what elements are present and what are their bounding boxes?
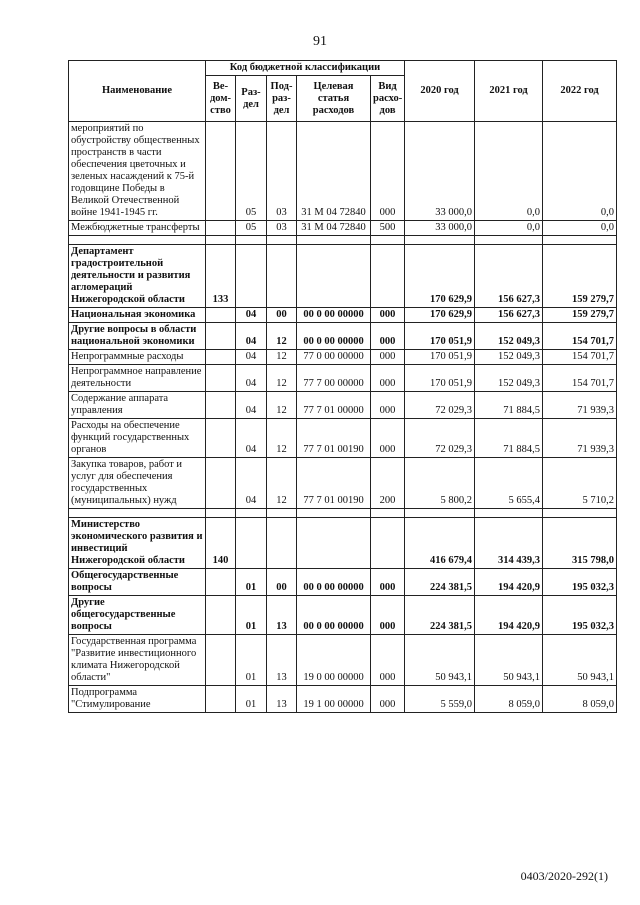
row-ved-cell: 140 [206, 518, 236, 569]
table-row [69, 596, 617, 635]
row-ved-cell [206, 419, 236, 458]
row-2020-cell: 5 800,2 [405, 458, 475, 509]
row-razdel-cell [236, 509, 267, 518]
row-ved-cell [206, 308, 236, 323]
row-podrazdel-cell [267, 518, 297, 569]
row-podrazdel-cell: 00 [267, 569, 297, 596]
header-csr: Целевая статья расходов [297, 76, 371, 122]
header-vr: Вид расхо-дов [371, 76, 405, 122]
table-row [69, 122, 617, 221]
row-2022-cell: 159 279,7 [543, 308, 617, 323]
row-2021-cell: 194 420,9 [475, 596, 543, 635]
row-2020-cell: 50 943,1 [405, 635, 475, 686]
row-2021-cell: 152 049,3 [475, 365, 543, 392]
row-2021-cell [475, 236, 543, 245]
row-2020-cell: 170 629,9 [405, 245, 475, 308]
row-2021-cell: 50 943,1 [475, 635, 543, 686]
table-row [69, 245, 617, 308]
row-csr-cell [297, 509, 371, 518]
row-vr-cell [371, 236, 405, 245]
row-ved-cell [206, 509, 236, 518]
row-vr-cell: 000 [371, 122, 405, 221]
row-2021-cell: 71 884,5 [475, 392, 543, 419]
row-vr-cell: 000 [371, 392, 405, 419]
row-name-cell: Общегосударственные вопросы [69, 569, 206, 596]
row-csr-cell: 19 1 00 00000 [297, 686, 371, 713]
spacer-row [69, 509, 617, 518]
row-2020-cell [405, 509, 475, 518]
header-ved: Ве-дом-ство [206, 76, 236, 122]
row-razdel-cell: 04 [236, 419, 267, 458]
budget-table [68, 60, 617, 713]
row-2020-cell: 170 051,9 [405, 365, 475, 392]
row-2022-cell [543, 509, 617, 518]
row-razdel-cell: 05 [236, 122, 267, 221]
row-name-cell: Межбюджетные трансферты [69, 221, 206, 236]
row-ved-cell [206, 686, 236, 713]
row-razdel-cell: 04 [236, 365, 267, 392]
row-2020-cell: 170 051,9 [405, 350, 475, 365]
row-razdel-cell: 01 [236, 635, 267, 686]
row-podrazdel-cell: 03 [267, 122, 297, 221]
row-ved-cell [206, 596, 236, 635]
row-name-cell: Подпрограмма "Стимулирование [69, 686, 206, 713]
row-razdel-cell: 01 [236, 686, 267, 713]
row-csr-cell: 31 М 04 72840 [297, 221, 371, 236]
row-2022-cell: 50 943,1 [543, 635, 617, 686]
row-ved-cell [206, 365, 236, 392]
row-2020-cell: 170 629,9 [405, 308, 475, 323]
row-razdel-cell [236, 236, 267, 245]
row-2022-cell: 195 032,3 [543, 569, 617, 596]
row-podrazdel-cell: 13 [267, 686, 297, 713]
row-name-cell: Государственная программа "Развитие инвестиционного климата Нижегородской области" [69, 635, 206, 686]
row-csr-cell [297, 518, 371, 569]
header-name: Наименование [69, 61, 206, 122]
row-2020-cell: 5 559,0 [405, 686, 475, 713]
row-name-cell: Министерство экономического развития и инвестиций Нижегородской области [69, 518, 206, 569]
row-2020-cell: 33 000,0 [405, 122, 475, 221]
row-vr-cell: 000 [371, 308, 405, 323]
row-vr-cell: 200 [371, 458, 405, 509]
row-2022-cell: 71 939,3 [543, 419, 617, 458]
row-razdel-cell [236, 245, 267, 308]
row-razdel-cell: 05 [236, 221, 267, 236]
page-number: 91 [313, 34, 327, 49]
spacer-row [69, 236, 617, 245]
row-csr-cell: 00 0 00 00000 [297, 323, 371, 350]
row-name-cell: Закупка товаров, работ и услуг для обеспечения государственных (муниципальных) нужд [69, 458, 206, 509]
row-2020-cell: 170 051,9 [405, 323, 475, 350]
row-razdel-cell: 04 [236, 458, 267, 509]
row-2021-cell: 156 627,3 [475, 245, 543, 308]
row-razdel-cell: 01 [236, 569, 267, 596]
row-2021-cell: 0,0 [475, 122, 543, 221]
row-name-cell: мероприятий по обустройству общественных пространств в части обеспечения цветочных и зеленых насаждений к 75-й годовщине Победы в Великой Отечественной войне 1941-1945 гг. [69, 122, 206, 221]
row-ved-cell [206, 236, 236, 245]
row-podrazdel-cell [267, 509, 297, 518]
row-podrazdel-cell: 03 [267, 221, 297, 236]
row-2022-cell: 195 032,3 [543, 596, 617, 635]
row-2022-cell: 8 059,0 [543, 686, 617, 713]
row-ved-cell [206, 323, 236, 350]
row-csr-cell: 77 7 00 00000 [297, 365, 371, 392]
row-vr-cell [371, 518, 405, 569]
row-2022-cell: 5 710,2 [543, 458, 617, 509]
row-podrazdel-cell: 12 [267, 350, 297, 365]
table-row [69, 365, 617, 392]
row-2022-cell: 159 279,7 [543, 245, 617, 308]
row-podrazdel-cell: 13 [267, 596, 297, 635]
table-body [69, 122, 617, 713]
table-row [69, 569, 617, 596]
row-2022-cell: 154 701,7 [543, 350, 617, 365]
row-2021-cell: 71 884,5 [475, 419, 543, 458]
row-razdel-cell: 01 [236, 596, 267, 635]
row-podrazdel-cell [267, 236, 297, 245]
row-csr-cell: 00 0 00 00000 [297, 569, 371, 596]
row-2021-cell: 0,0 [475, 221, 543, 236]
row-podrazdel-cell: 12 [267, 365, 297, 392]
row-2020-cell: 224 381,5 [405, 596, 475, 635]
row-csr-cell: 77 0 00 00000 [297, 350, 371, 365]
row-ved-cell [206, 122, 236, 221]
row-2022-cell: 71 939,3 [543, 392, 617, 419]
table-row [69, 308, 617, 323]
row-vr-cell: 000 [371, 350, 405, 365]
row-razdel-cell: 04 [236, 323, 267, 350]
row-name-cell [69, 509, 206, 518]
table-row [69, 350, 617, 365]
row-razdel-cell: 04 [236, 350, 267, 365]
row-2021-cell: 156 627,3 [475, 308, 543, 323]
row-podrazdel-cell: 13 [267, 635, 297, 686]
row-vr-cell: 500 [371, 221, 405, 236]
row-podrazdel-cell: 12 [267, 323, 297, 350]
row-2020-cell [405, 236, 475, 245]
row-2021-cell [475, 509, 543, 518]
row-podrazdel-cell: 12 [267, 392, 297, 419]
row-vr-cell: 000 [371, 365, 405, 392]
row-2021-cell: 8 059,0 [475, 686, 543, 713]
row-2022-cell: 0,0 [543, 122, 617, 221]
row-vr-cell: 000 [371, 323, 405, 350]
row-name-cell: Непрограммные расходы [69, 350, 206, 365]
row-ved-cell [206, 392, 236, 419]
row-2021-cell: 5 655,4 [475, 458, 543, 509]
header-2020: 2020 год [405, 61, 475, 122]
table-row [69, 323, 617, 350]
row-podrazdel-cell: 00 [267, 308, 297, 323]
header-2022: 2022 год [543, 61, 617, 122]
row-vr-cell [371, 245, 405, 308]
table-row [69, 635, 617, 686]
row-ved-cell [206, 221, 236, 236]
row-2020-cell: 72 029,3 [405, 392, 475, 419]
header-code-group: Код бюджетной классификации [206, 61, 405, 76]
row-vr-cell: 000 [371, 419, 405, 458]
row-ved-cell [206, 458, 236, 509]
row-name-cell: Департамент градостроительной деятельности и развития агломераций Нижегородской области [69, 245, 206, 308]
table-row [69, 392, 617, 419]
row-ved-cell: 133 [206, 245, 236, 308]
row-2021-cell: 314 439,3 [475, 518, 543, 569]
row-vr-cell: 000 [371, 635, 405, 686]
row-vr-cell [371, 509, 405, 518]
row-2022-cell [543, 236, 617, 245]
header-razdel: Раз-дел [236, 76, 267, 122]
row-2022-cell: 315 798,0 [543, 518, 617, 569]
row-csr-cell: 77 7 01 00190 [297, 458, 371, 509]
row-2020-cell: 33 000,0 [405, 221, 475, 236]
row-csr-cell: 77 7 01 00190 [297, 419, 371, 458]
row-ved-cell [206, 350, 236, 365]
header-2021: 2021 год [475, 61, 543, 122]
table-row [69, 458, 617, 509]
row-2021-cell: 194 420,9 [475, 569, 543, 596]
table-row [69, 221, 617, 236]
row-name-cell: Национальная экономика [69, 308, 206, 323]
row-2020-cell: 72 029,3 [405, 419, 475, 458]
header-podrazdel: Под-раз-дел [267, 76, 297, 122]
row-name-cell: Расходы на обеспечение функций государственных органов [69, 419, 206, 458]
row-2022-cell: 154 701,7 [543, 323, 617, 350]
row-name-cell: Другие общегосударственные вопросы [69, 596, 206, 635]
row-ved-cell [206, 635, 236, 686]
row-vr-cell: 000 [371, 596, 405, 635]
row-2020-cell: 224 381,5 [405, 569, 475, 596]
table-row [69, 518, 617, 569]
row-2022-cell: 0,0 [543, 221, 617, 236]
row-name-cell: Содержание аппарата управления [69, 392, 206, 419]
row-name-cell [69, 236, 206, 245]
row-csr-cell: 77 7 01 00000 [297, 392, 371, 419]
row-razdel-cell: 04 [236, 308, 267, 323]
row-csr-cell: 31 М 04 72840 [297, 122, 371, 221]
row-podrazdel-cell: 12 [267, 458, 297, 509]
table-row [69, 686, 617, 713]
row-csr-cell [297, 245, 371, 308]
row-csr-cell: 00 0 00 00000 [297, 308, 371, 323]
document-code: 0403/2020-292(1) [520, 869, 608, 883]
row-2022-cell: 154 701,7 [543, 365, 617, 392]
row-csr-cell: 19 0 00 00000 [297, 635, 371, 686]
row-name-cell: Другие вопросы в области национальной экономики [69, 323, 206, 350]
row-vr-cell: 000 [371, 686, 405, 713]
row-podrazdel-cell [267, 245, 297, 308]
row-csr-cell [297, 236, 371, 245]
row-2021-cell: 152 049,3 [475, 323, 543, 350]
table-row [69, 419, 617, 458]
row-2021-cell: 152 049,3 [475, 350, 543, 365]
row-razdel-cell [236, 518, 267, 569]
row-csr-cell: 00 0 00 00000 [297, 596, 371, 635]
row-name-cell: Непрограммное направление деятельности [69, 365, 206, 392]
row-ved-cell [206, 569, 236, 596]
row-razdel-cell: 04 [236, 392, 267, 419]
row-2020-cell: 416 679,4 [405, 518, 475, 569]
row-podrazdel-cell: 12 [267, 419, 297, 458]
row-vr-cell: 000 [371, 569, 405, 596]
